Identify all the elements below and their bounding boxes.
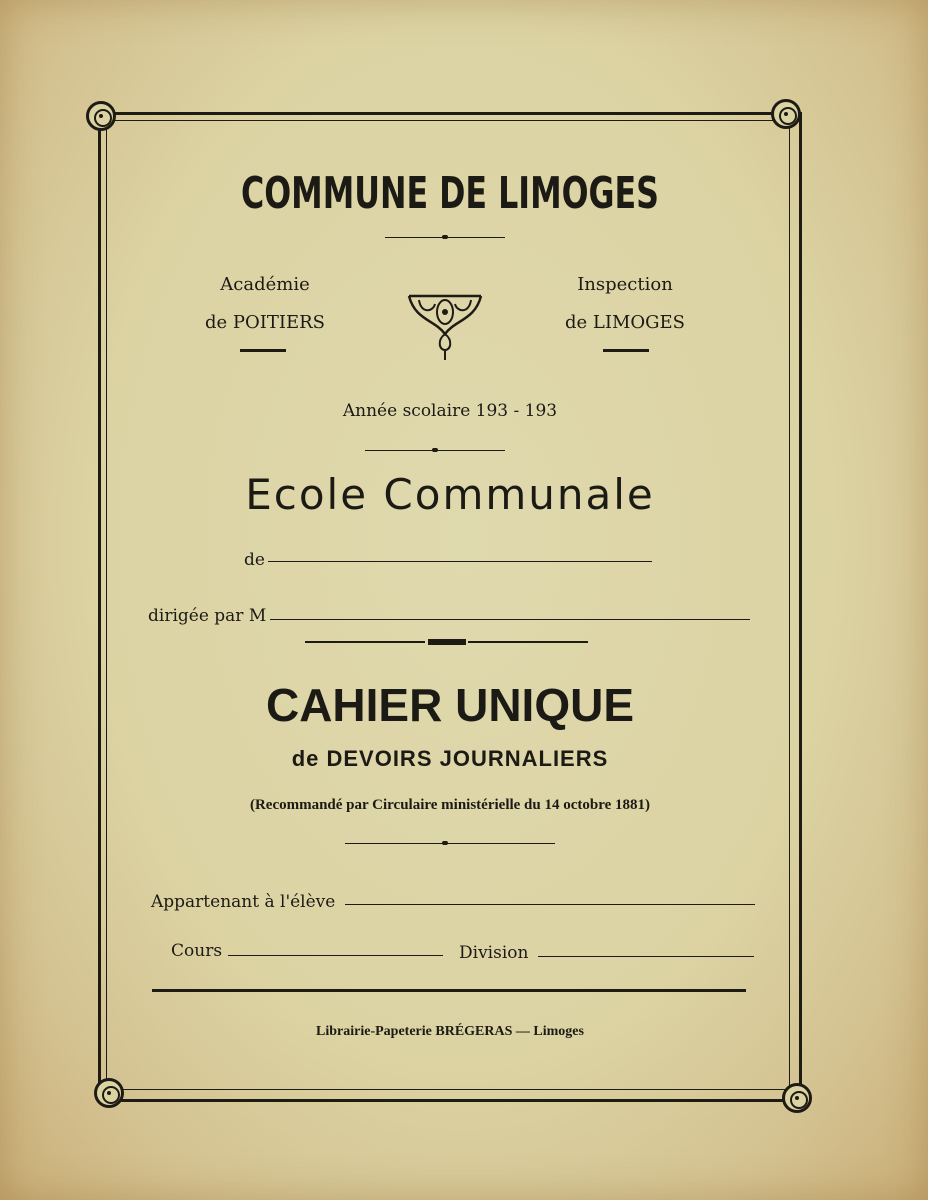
ministerial-note: (Recommandé par Circulaire ministérielle du 14 octobre 1881) <box>249 797 651 813</box>
section-divider-right <box>468 641 588 643</box>
notebook-subtitle: de DEVOIRS JOURNALIERS <box>291 746 609 771</box>
cours-label: Cours <box>171 941 223 961</box>
corner-ornament-icon <box>771 99 801 129</box>
divider-dot <box>432 448 438 452</box>
academie-label: Académie <box>220 274 310 295</box>
divider-dot <box>442 841 448 845</box>
commune-title: COMMUNE DE LIMOGES <box>240 168 660 219</box>
academie-name: de POITIERS <box>204 312 325 333</box>
note-divider <box>345 843 555 844</box>
scroll-ornament-icon <box>405 290 485 364</box>
corner-ornament-icon <box>782 1083 812 1113</box>
publisher-imprint: Librairie-Papeterie BRÉGERAS — Limoges <box>316 1024 584 1039</box>
divider-dot <box>442 235 448 239</box>
section-divider-left <box>305 641 425 643</box>
corner-ornament-icon <box>94 1078 124 1108</box>
student-label: Appartenant à l'élève <box>151 892 336 912</box>
director-label: dirigée par M <box>148 606 267 626</box>
bottom-rule <box>152 989 746 992</box>
school-name: Ecole Communale <box>245 470 655 519</box>
inspection-underline <box>603 349 649 352</box>
cours-field[interactable] <box>228 955 443 956</box>
school-de-label: de <box>244 550 265 570</box>
director-field[interactable] <box>270 619 750 620</box>
division-label: Division <box>459 943 529 963</box>
inspection-label: Inspection <box>577 274 673 295</box>
school-location-field[interactable] <box>268 561 652 562</box>
school-year: Année scolaire 193 - 193 <box>342 401 558 421</box>
notebook-title: CAHIER UNIQUE <box>265 679 635 731</box>
academie-underline <box>240 349 286 352</box>
division-field[interactable] <box>538 956 754 957</box>
section-divider-center <box>428 639 466 645</box>
student-field[interactable] <box>345 904 755 905</box>
inspection-name: de LIMOGES <box>565 312 685 333</box>
corner-ornament-icon <box>86 101 116 131</box>
